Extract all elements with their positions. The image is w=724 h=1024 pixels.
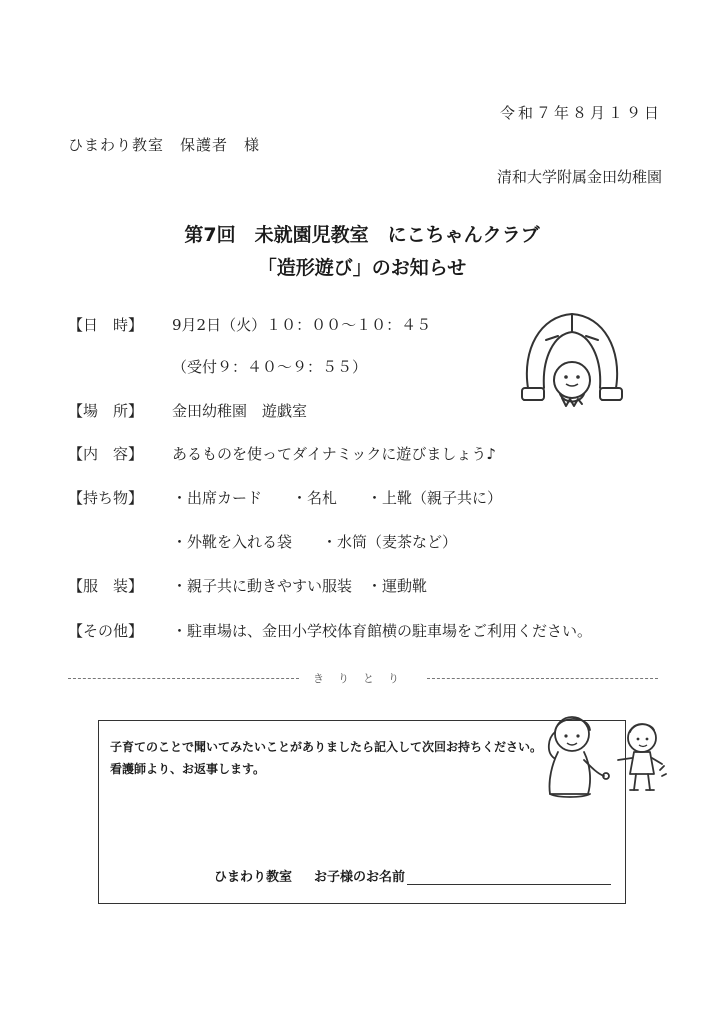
label-belongings: 【持ち物】 — [68, 489, 144, 507]
label-content: 【内 容】 — [68, 445, 144, 463]
page-subtitle: 「造形遊び」のお知らせ — [257, 257, 467, 279]
label-datetime: 【日 時】 — [68, 316, 144, 334]
form-instruction-1: 子育てのことで聞いてみたいことがありましたら記入して次回お持ちください。 — [110, 740, 543, 754]
value-datetime: 9月2日（火）１０：００～１０：４５ — [172, 316, 432, 334]
value-other: ・駐車場は、金田小学校体育館横の駐車場をご利用ください。 — [172, 622, 593, 640]
child-bending-over-icon — [510, 300, 634, 422]
child-name-field[interactable] — [407, 870, 611, 885]
cut-line-label: きりとり — [313, 672, 413, 685]
child-name-label: お子様のお名前 — [314, 870, 406, 885]
letter-date: 令和７年８月１９日 — [499, 104, 662, 122]
mother-and-toddler-icon — [538, 708, 668, 804]
value-belongings-1: ・出席カード ・名札 ・上靴（親子共に） — [172, 489, 503, 507]
cut-line — [68, 668, 658, 688]
page-title: 第7回 未就園児教室 にこちゃんクラブ — [184, 224, 540, 246]
label-place: 【場 所】 — [68, 402, 144, 420]
form-instruction-2: 看護師より、お返事します。 — [110, 762, 266, 776]
value-content: あるものを使ってダイナミックに遊びましょう♪ — [172, 445, 496, 463]
value-reception: （受付９：４０～９：５５） — [172, 358, 368, 376]
name-class-label: ひまわり教室 — [214, 870, 293, 885]
value-place: 金田幼稚園 遊戯室 — [172, 402, 308, 420]
letter-recipient: ひまわり教室 保護者 様 — [68, 136, 261, 154]
child-name-row — [214, 866, 611, 885]
value-clothing: ・親子共に動きやすい服装 ・運動靴 — [172, 577, 428, 595]
label-other: 【その他】 — [68, 622, 144, 640]
letter-sender: 清和大学附属金田幼稚園 — [496, 168, 662, 186]
label-clothing: 【服 装】 — [68, 577, 144, 595]
value-belongings-2: ・外靴を入れる袋 ・水筒（麦茶など） — [172, 533, 458, 551]
